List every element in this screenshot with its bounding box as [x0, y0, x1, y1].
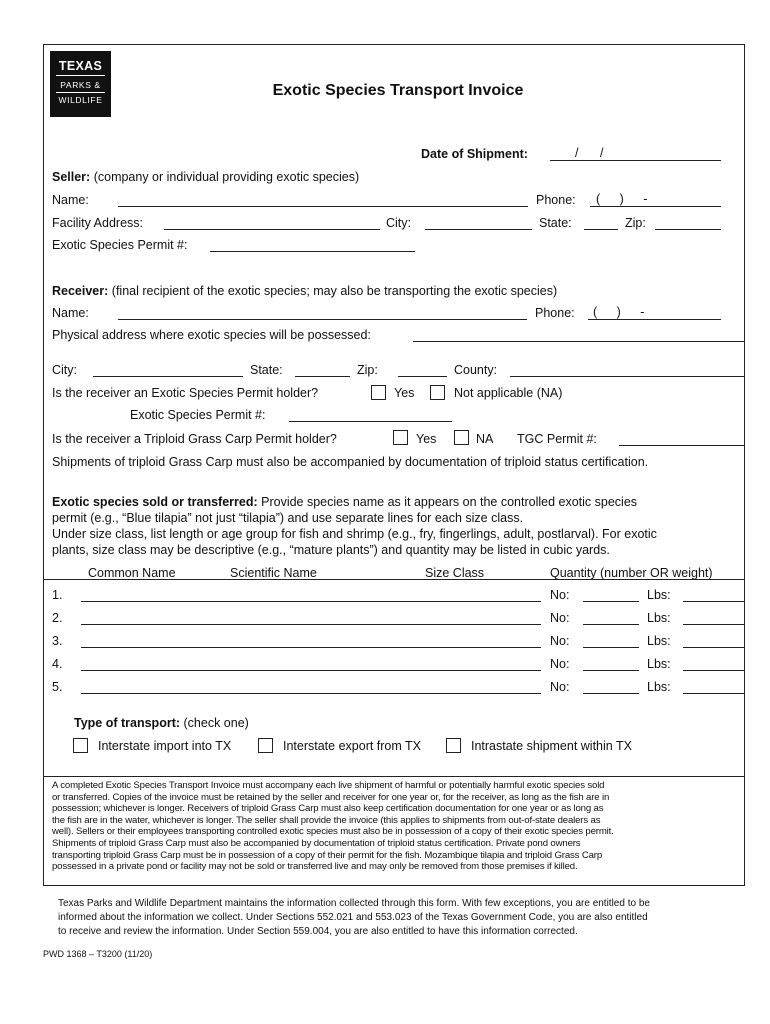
receiver-permit-yes-label: Yes: [394, 386, 415, 400]
receiver-name-label: Name:: [52, 306, 89, 320]
transport-import-checkbox[interactable]: [73, 738, 88, 753]
receiver-physical-address-label: Physical address where exotic species will be possessed:: [52, 328, 371, 342]
receiver-permit-question: Is the receiver an Exotic Species Permit holder?: [52, 386, 319, 400]
privacy-line: Texas Parks and Wildlife Department maintains the information collected through this form. With few exceptions, you are entitled to be: [58, 898, 650, 909]
notice-line: A completed Exotic Species Transport Invoice must accompany each live shipment of harmful or potentially harmful exotic species sold: [52, 780, 605, 791]
species-row-lbs-label: Lbs:: [647, 657, 671, 671]
species-row-no-field[interactable]: [583, 647, 639, 648]
species-row-lbs-field[interactable]: [683, 647, 745, 648]
species-row-number: 4.: [52, 657, 63, 671]
species-row-lbs-label: Lbs:: [647, 611, 671, 625]
receiver-tgc-yes-checkbox[interactable]: [393, 430, 408, 445]
privacy-line: informed about the information we collect. Under Sections 552.021 and 553.023 of the Texas Government Code, you are also entitled: [58, 912, 648, 923]
receiver-zip-label: Zip:: [357, 363, 378, 377]
form-id: PWD 1368 – T3200 (11/20): [43, 949, 153, 959]
seller-state-label: State:: [539, 216, 572, 230]
receiver-phone-label: Phone:: [535, 306, 575, 320]
species-row-no-field[interactable]: [583, 601, 639, 602]
seller-heading: Seller:: [52, 170, 91, 184]
receiver-name-field[interactable]: [118, 319, 527, 320]
receiver-city-label: City:: [52, 363, 77, 377]
logo-divider-top: [56, 75, 105, 76]
species-instruction-1: Provide species name as it appears on the controlled exotic species: [261, 495, 638, 509]
transport-intrastate-label: Intrastate shipment within TX: [471, 739, 632, 753]
receiver-state-label: State:: [250, 363, 283, 377]
species-row-no-label: No:: [550, 634, 570, 648]
receiver-tgc-permit-field[interactable]: [619, 445, 745, 446]
receiver-tgc-na-label: NA: [476, 432, 494, 446]
seller-name-label: Name:: [52, 193, 89, 207]
privacy-line: to receive and review the information. Under Section 559.004, you are also entitled to have this information corrected.: [58, 926, 578, 937]
species-row-lbs-label: Lbs:: [647, 588, 671, 602]
species-row-lbs-field[interactable]: [683, 624, 745, 625]
seller-phone-mask: ( ) -: [596, 192, 648, 206]
seller-permit-field[interactable]: [210, 251, 415, 252]
receiver-permit-number-label: Exotic Species Permit #:: [130, 408, 266, 422]
notice-line: the fish are in the water, whichever is longer. The seller shall provide the invoice (this applies to shipments from out-of-state dealers as: [52, 814, 601, 826]
date-of-shipment-mask: / /: [575, 146, 604, 160]
receiver-tgc-question: Is the receiver a Triploid Grass Carp Permit holder?: [52, 432, 337, 446]
species-row-lbs-field[interactable]: [683, 693, 745, 694]
notice-line: transporting triploid Grass Carp must be in possession of a copy of their permit for the fish. Mozambique tilapia and triploid Grass Carp: [52, 849, 603, 861]
seller-city-label: City:: [386, 216, 411, 230]
species-row-no-field[interactable]: [583, 624, 639, 625]
receiver-county-label: County:: [454, 363, 498, 377]
seller-city-field[interactable]: [425, 229, 532, 230]
seller-state-field[interactable]: [584, 229, 618, 230]
species-instruction-3: Under size class, list length or age group for fish and shrimp (e.g., fry, fingerlings, adult, postlarval). For exotic: [52, 527, 657, 541]
transport-heading-row: [74, 716, 249, 731]
seller-name-field[interactable]: [118, 206, 528, 207]
transport-export-checkbox[interactable]: [258, 738, 273, 753]
date-of-shipment-label: Date of Shipment:: [421, 147, 528, 161]
receiver-zip-field[interactable]: [398, 376, 447, 377]
column-header-quantity: Quantity (number OR weight): [550, 566, 713, 580]
receiver-tgc-na-checkbox[interactable]: [454, 430, 469, 445]
species-row-lbs-field[interactable]: [683, 670, 745, 671]
seller-heading-row: [52, 170, 359, 185]
receiver-physical-address-field[interactable]: [413, 341, 745, 342]
species-row-number: 3.: [52, 634, 63, 648]
receiver-heading-row: [52, 284, 557, 299]
logo-line-3: WILDLIFE: [58, 95, 103, 105]
species-row-number: 5.: [52, 680, 63, 694]
species-instruction-4: plants, size class may be descriptive (e.g., “mature plants”) and quantity may be listed in cubic yards.: [52, 543, 610, 557]
species-row-name-field[interactable]: [81, 670, 541, 671]
receiver-state-field[interactable]: [295, 376, 350, 377]
seller-description: (company or individual providing exotic species): [93, 170, 360, 184]
logo-line-1: TEXAS: [58, 59, 103, 73]
species-row-lbs-label: Lbs:: [647, 634, 671, 648]
notice-line: well). Sellers or their employees transporting controlled exotic species must also be in possession of a copy of their exotic species permit.: [52, 826, 614, 838]
receiver-tgc-note: Shipments of triploid Grass Carp must also be accompanied by documentation of triploid status certification.: [52, 455, 649, 469]
column-header-size-class: Size Class: [425, 566, 485, 580]
species-heading: Exotic species sold or transferred:: [52, 495, 258, 509]
seller-address-label: Facility Address:: [52, 216, 144, 230]
notice-line: or transferred. Copies of the invoice must be retained by the seller and receiver for one year or, for the receiver, as long as the fish are in: [52, 791, 610, 803]
species-row-no-field[interactable]: [583, 693, 639, 694]
species-instructions-line-1: [52, 495, 637, 510]
transport-import-label: Interstate import into TX: [98, 739, 232, 753]
notice-line: possession; whichever is longer. Receivers of triploid Grass Carp must also keep certification documentation for one year or as long as: [52, 803, 604, 815]
notice-line: possessed in a private pond or facility may not be sold or transferred live and may only be removed from those premises if killed.: [52, 861, 578, 873]
receiver-tgc-yes-label: Yes: [416, 432, 437, 446]
receiver-permit-yes-checkbox[interactable]: [371, 385, 386, 400]
species-instruction-2: permit (e.g., “Blue tilapia” not just “tilapia”) and use separate lines for each size class.: [52, 511, 524, 525]
species-row-no-label: No:: [550, 611, 570, 625]
receiver-description: (final recipient of the exotic species; may also be transporting the exotic species): [111, 284, 558, 298]
transport-export-label: Interstate export from TX: [283, 739, 422, 753]
page-title: Exotic Species Transport Invoice: [272, 82, 524, 99]
receiver-permit-number-field[interactable]: [289, 421, 452, 422]
notice-line: Shipments of triploid Grass Carp must also be accompanied by documentation of triploid status certification. Private pond owners: [52, 838, 581, 849]
transport-intrastate-checkbox[interactable]: [446, 738, 461, 753]
receiver-city-field[interactable]: [93, 376, 243, 377]
logo-line-2: PARKS &: [60, 80, 101, 90]
species-row-number: 2.: [52, 611, 63, 625]
species-header-rule: [43, 579, 745, 580]
species-row-no-label: No:: [550, 680, 570, 694]
column-header-scientific-name: Scientific Name: [230, 566, 317, 580]
column-header-common-name: Common Name: [88, 566, 176, 580]
seller-zip-label: Zip:: [625, 216, 646, 230]
seller-permit-label: Exotic Species Permit #:: [52, 238, 188, 252]
seller-phone-label: Phone:: [536, 193, 576, 207]
notice-divider: [43, 776, 745, 777]
species-row-name-field[interactable]: [81, 693, 541, 694]
transport-description: (check one): [183, 716, 249, 730]
receiver-permit-na-label: Not applicable (NA): [454, 386, 563, 400]
receiver-permit-na-checkbox[interactable]: [430, 385, 445, 400]
species-row-lbs-field[interactable]: [683, 601, 745, 602]
species-row-name-field[interactable]: [81, 601, 541, 602]
species-row-name-field[interactable]: [81, 647, 541, 648]
species-row-lbs-label: Lbs:: [647, 680, 671, 694]
receiver-county-field[interactable]: [510, 376, 745, 377]
seller-zip-field[interactable]: [655, 229, 721, 230]
transport-heading: Type of transport:: [74, 716, 181, 730]
receiver-heading: Receiver:: [52, 284, 109, 298]
species-row-no-label: No:: [550, 657, 570, 671]
seller-address-field[interactable]: [164, 229, 380, 230]
species-row-no-label: No:: [550, 588, 570, 602]
receiver-tgc-permit-label: TGC Permit #:: [517, 432, 597, 446]
species-row-name-field[interactable]: [81, 624, 541, 625]
receiver-phone-mask: ( ) -: [593, 305, 645, 319]
species-row-number: 1.: [52, 588, 63, 602]
species-row-no-field[interactable]: [583, 670, 639, 671]
